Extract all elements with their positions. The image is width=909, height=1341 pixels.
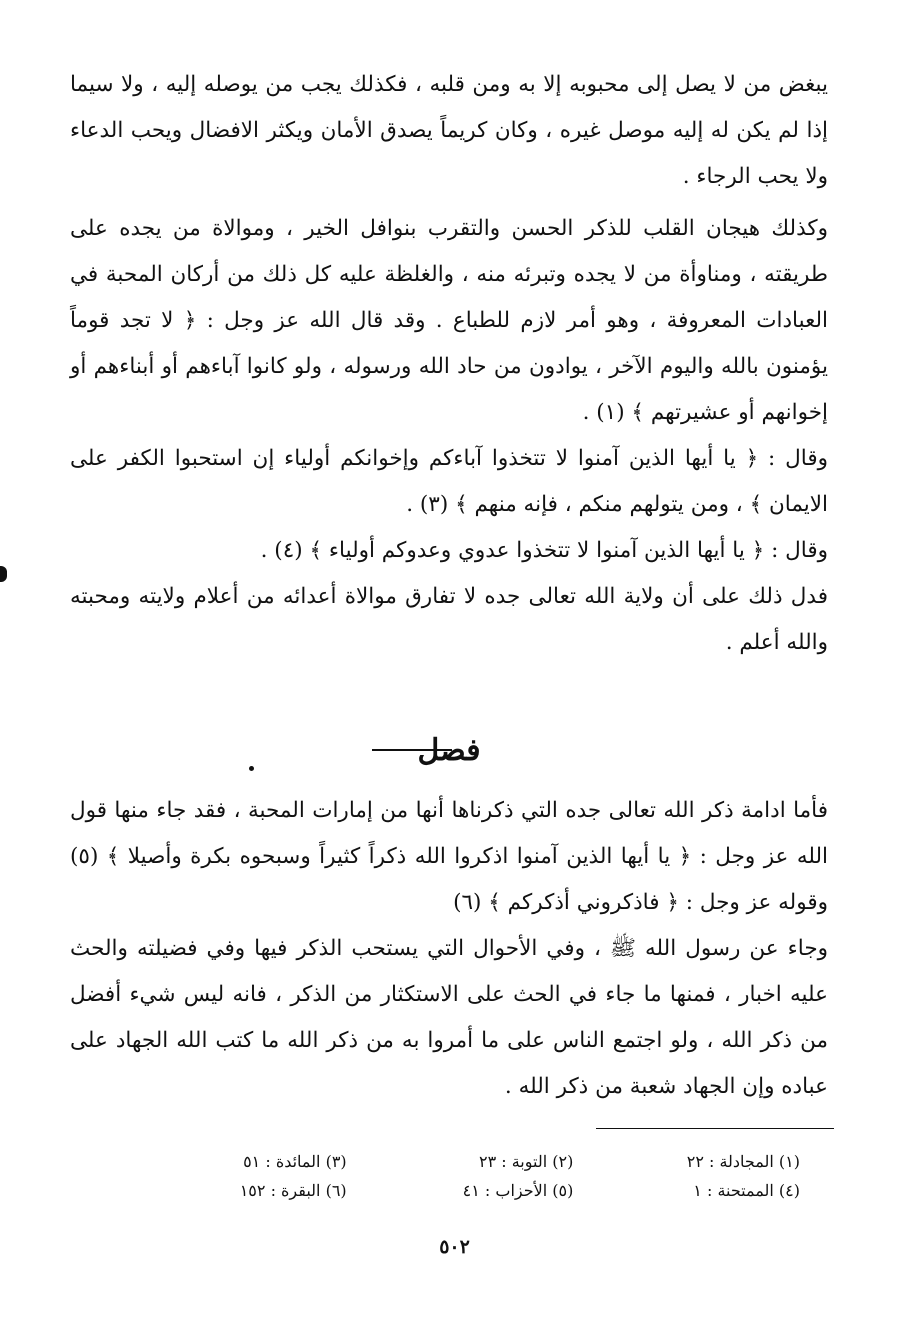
paragraph-3: وقال : ﴿ يا أيها الذين آمنوا لا تتخذوا آباءكم وإخوانكم أولياء إن استحبوا الكفر على الايمان ﴾ ، ومن يتولهم منكم ، فإنه منهم ﴾ (٣) . <box>70 446 828 517</box>
footnote-1: (١) المجادلة : ٢٢ <box>686 1152 800 1171</box>
section-heading: فصل <box>417 733 481 768</box>
paragraph-1: يبغض من لا يصل إلى محبوبه إلا به ومن قلبه ، فكذلك يجب من يوصله إليه ، ولا سيما إذا لم يكن له إليه موصل غيره ، وكان كريماً يصدق الأمان ويكثر الافضال ويحب الدعاء ولا يحب الرجاء . <box>70 72 828 189</box>
margin-mark <box>0 566 7 582</box>
heading-underline <box>372 749 452 751</box>
paragraph-4: وقال : ﴿ يا أيها الذين آمنوا لا تتخذوا عدوي وعدوكم أولياء ﴾ (٤) . <box>260 538 828 563</box>
footnotes <box>120 1147 800 1205</box>
page-body <box>70 62 828 1110</box>
paragraph-2: وكذلك هيجان القلب للذكر الحسن والتقرب بنوافل الخير ، وموالاة من يجده على طريقته ، ومناوأة من لا يجده وتبرئه منه ، والغلظة عليه كل ذلك من أركان المحبة في العبادات المعروفة ، وهو أمر لازم للطباع . وقد قال الله عز وجل : ﴿ لا تجد قوماً يؤمنون بالله واليوم الآخر ، يوادون من حاد الله ورسوله ، ولو كانوا آباءهم أو أبناءهم أو إخوانهم أو عشيرتهم ﴾ (١) . <box>70 216 828 425</box>
footnote-4: (٤) الممتحنة : ١ <box>693 1181 800 1200</box>
section-paragraph-1: فأما ادامة ذكر الله تعالى جده التي ذكرناها أنها من إمارات المحبة ، فقد جاء منها قول الله عز وجل : ﴿ يا أيها الذين آمنوا اذكروا الله ذكراً كثيراً وسبحوه بكرة وأصيلا ﴾ (٥) وقوله عز وجل : ﴿ فاذكروني أذكركم ﴾ (٦) <box>70 798 828 915</box>
footnote-rule <box>596 1128 834 1129</box>
page-number: ٥٠٢ <box>439 1236 470 1258</box>
section-paragraph-2: وجاء عن رسول الله ﷺ ، وفي الأحوال التي يستحب الذكر فيها وفي فضيلته والحث عليه اخبار ، فمنها ما جاء في الحث على الاستكثار من الذكر ، فانه ليس شيء أفضل من ذكر الله ، ولو اجتمع الناس على ما أمروا به من ذكر الله ما كتب الله الجهاد على عباده وإن الجهاد شعبة من ذكر الله . <box>70 936 828 1099</box>
ink-dot <box>249 766 254 771</box>
footnote-3: (٣) المائدة : ٥١ <box>243 1152 347 1171</box>
footnote-2: (٢) التوبة : ٢٣ <box>478 1152 574 1171</box>
paragraph-5: فدل ذلك على أن ولاية الله تعالى جده لا تفارق موالاة أعدائه من أعلام ولايته ومحبته والله أعلم . <box>70 584 828 655</box>
footnote-5: (٥) الأحزاب : ٤١ <box>462 1181 574 1200</box>
footnote-6: (٦) البقرة : ١٥٢ <box>239 1181 347 1200</box>
